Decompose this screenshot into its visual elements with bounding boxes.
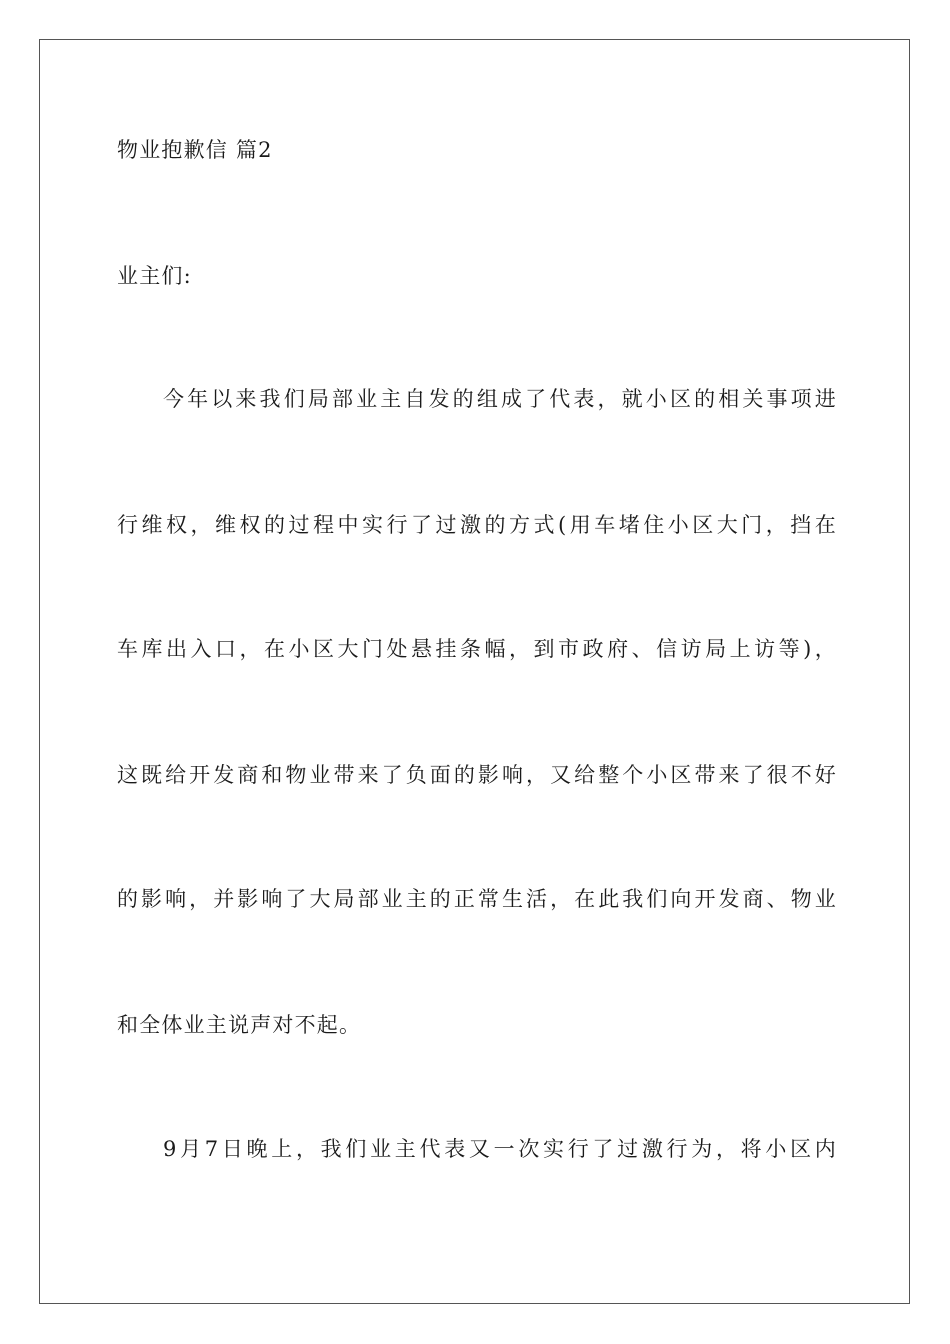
document-title: 物业抱歉信 篇2 [117, 138, 273, 162]
page-border [39, 39, 910, 1304]
body-line-1: 今年以来我们局部业主自发的组成了代表，就小区的相关事项进 [163, 387, 837, 411]
body-line-3: 车库出入口，在小区大门处悬挂条幅，到市政府、信访局上访等)， [117, 637, 837, 661]
salutation: 业主们: [117, 264, 192, 288]
body-line-6: 和全体业主说声对不起。 [117, 1013, 362, 1037]
body-line-2: 行维权，维权的过程中实行了过激的方式(用车堵住小区大门，挡在 [117, 513, 837, 537]
body-line-5: 的影响，并影响了大局部业主的正常生活，在此我们向开发商、物业 [117, 887, 837, 911]
body-line-7: 9月7日晚上，我们业主代表又一次实行了过激行为，将小区内 [163, 1137, 837, 1161]
body-line-4: 这既给开发商和物业带来了负面的影响，又给整个小区带来了很不好 [117, 763, 837, 787]
